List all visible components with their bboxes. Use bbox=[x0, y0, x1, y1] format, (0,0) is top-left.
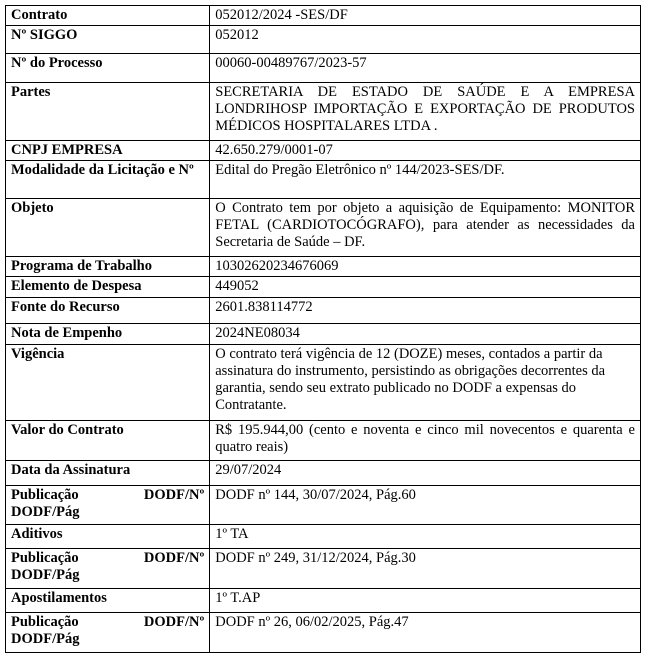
label-publicacao-1-line1 bbox=[11, 487, 204, 504]
row-elemento bbox=[6, 277, 641, 298]
value-objeto: O Contrato tem por objeto a aquisição de Equipamento: MONITOR FETAL (CARDIOTOCÓGRAFO), para atender as necessidades da Secretaria de Saúde – DF. bbox=[210, 199, 641, 257]
label-publicacao-1-right: DODF/Nº bbox=[143, 487, 205, 503]
contract-table bbox=[5, 5, 641, 653]
label-apostilamentos: Apostilamentos bbox=[6, 589, 210, 613]
label-publicacao-1-line2: DODF/Pág bbox=[11, 504, 80, 520]
label-publicacao-2-right: DODF/Nº bbox=[143, 550, 205, 566]
label-partes: Partes bbox=[6, 83, 210, 141]
value-publicacao-1: DODF nº 144, 30/07/2024, Pág.60 bbox=[210, 486, 641, 525]
value-processo: 00060-00489767/2023-57 bbox=[210, 54, 641, 83]
label-publicacao-3-line1 bbox=[11, 614, 204, 631]
label-publicacao-1-left: Publicação bbox=[11, 487, 79, 503]
row-siggo bbox=[6, 26, 641, 54]
value-partes: SECRETARIA DE ESTADO DE SAÚDE E A EMPRESA LONDRIHOSP IMPORTAÇÃO E EXPORTAÇÃO DE PRODUTOS MÉDICOS HOSPITALARES LTDA . bbox=[210, 83, 641, 141]
label-objeto: Objeto bbox=[6, 199, 210, 257]
row-modalidade bbox=[6, 161, 641, 199]
row-apostilamentos bbox=[6, 589, 641, 613]
label-empenho: Nota de Empenho bbox=[6, 324, 210, 345]
value-apostilamentos: 1º T.AP bbox=[210, 589, 641, 613]
value-aditivos: 1º TA bbox=[210, 525, 641, 549]
value-publicacao-3: DODF nº 26, 06/02/2025, Pág.47 bbox=[210, 613, 641, 653]
value-modalidade: Edital do Pregão Eletrônico nº 144/2023-SES/DF. bbox=[210, 161, 641, 199]
label-contrato: Contrato bbox=[6, 6, 210, 26]
label-programa: Programa de Trabalho bbox=[6, 257, 210, 277]
row-cnpj bbox=[6, 141, 641, 161]
label-publicacao-2-line1 bbox=[11, 550, 204, 567]
label-fonte: Fonte do Recurso bbox=[6, 298, 210, 324]
row-assinatura bbox=[6, 461, 641, 486]
value-publicacao-2: DODF nº 249, 31/12/2024, Pág.30 bbox=[210, 549, 641, 589]
row-partes bbox=[6, 83, 641, 141]
value-cnpj: 42.650.279/0001-07 bbox=[210, 141, 641, 161]
value-programa: 10302620234676069 bbox=[210, 257, 641, 277]
label-publicacao-2-line2: DODF/Pág bbox=[11, 567, 80, 583]
value-contrato: 052012/2024 -SES/DF bbox=[210, 6, 641, 26]
row-programa bbox=[6, 257, 641, 277]
label-vigencia: Vigência bbox=[6, 345, 210, 421]
label-publicacao-3-line2: DODF/Pág bbox=[11, 631, 80, 647]
label-publicacao-2-left: Publicação bbox=[11, 550, 79, 566]
row-vigencia bbox=[6, 345, 641, 421]
label-elemento: Elemento de Despesa bbox=[6, 277, 210, 298]
row-publicacao-3 bbox=[6, 613, 641, 653]
value-siggo: 052012 bbox=[210, 26, 641, 54]
label-aditivos: Aditivos bbox=[6, 525, 210, 549]
label-publicacao-3 bbox=[6, 613, 210, 653]
label-assinatura: Data da Assinatura bbox=[6, 461, 210, 486]
row-valor bbox=[6, 421, 641, 461]
label-processo: Nº do Processo bbox=[6, 54, 210, 83]
value-fonte: 2601.838114772 bbox=[210, 298, 641, 324]
label-publicacao-3-right: DODF/Nº bbox=[143, 614, 205, 630]
value-valor: R$ 195.944,00 (cento e noventa e cinco mil novecentos e quarenta e quatro reais) bbox=[210, 421, 641, 461]
label-publicacao-1 bbox=[6, 486, 210, 525]
row-publicacao-2 bbox=[6, 549, 641, 589]
row-publicacao-1 bbox=[6, 486, 641, 525]
row-aditivos bbox=[6, 525, 641, 549]
row-processo bbox=[6, 54, 641, 83]
row-empenho bbox=[6, 324, 641, 345]
value-elemento: 449052 bbox=[210, 277, 641, 298]
label-modalidade: Modalidade da Licitação e Nº bbox=[6, 161, 210, 199]
value-vigencia: O contrato terá vigência de 12 (DOZE) meses, contados a partir da assinatura do instrumento, persistindo as obrigações decorrentes da garantia, sendo seu extrato publicado no DODF a expensas do Contratante. bbox=[210, 345, 641, 421]
value-empenho: 2024NE08034 bbox=[210, 324, 641, 345]
label-cnpj: CNPJ EMPRESA bbox=[6, 141, 210, 161]
row-contrato bbox=[6, 6, 641, 26]
label-publicacao-3-left: Publicação bbox=[11, 614, 79, 630]
label-siggo: Nº SIGGO bbox=[6, 26, 210, 54]
value-assinatura: 29/07/2024 bbox=[210, 461, 641, 486]
row-objeto bbox=[6, 199, 641, 257]
label-valor: Valor do Contrato bbox=[6, 421, 210, 461]
row-fonte bbox=[6, 298, 641, 324]
label-publicacao-2 bbox=[6, 549, 210, 589]
